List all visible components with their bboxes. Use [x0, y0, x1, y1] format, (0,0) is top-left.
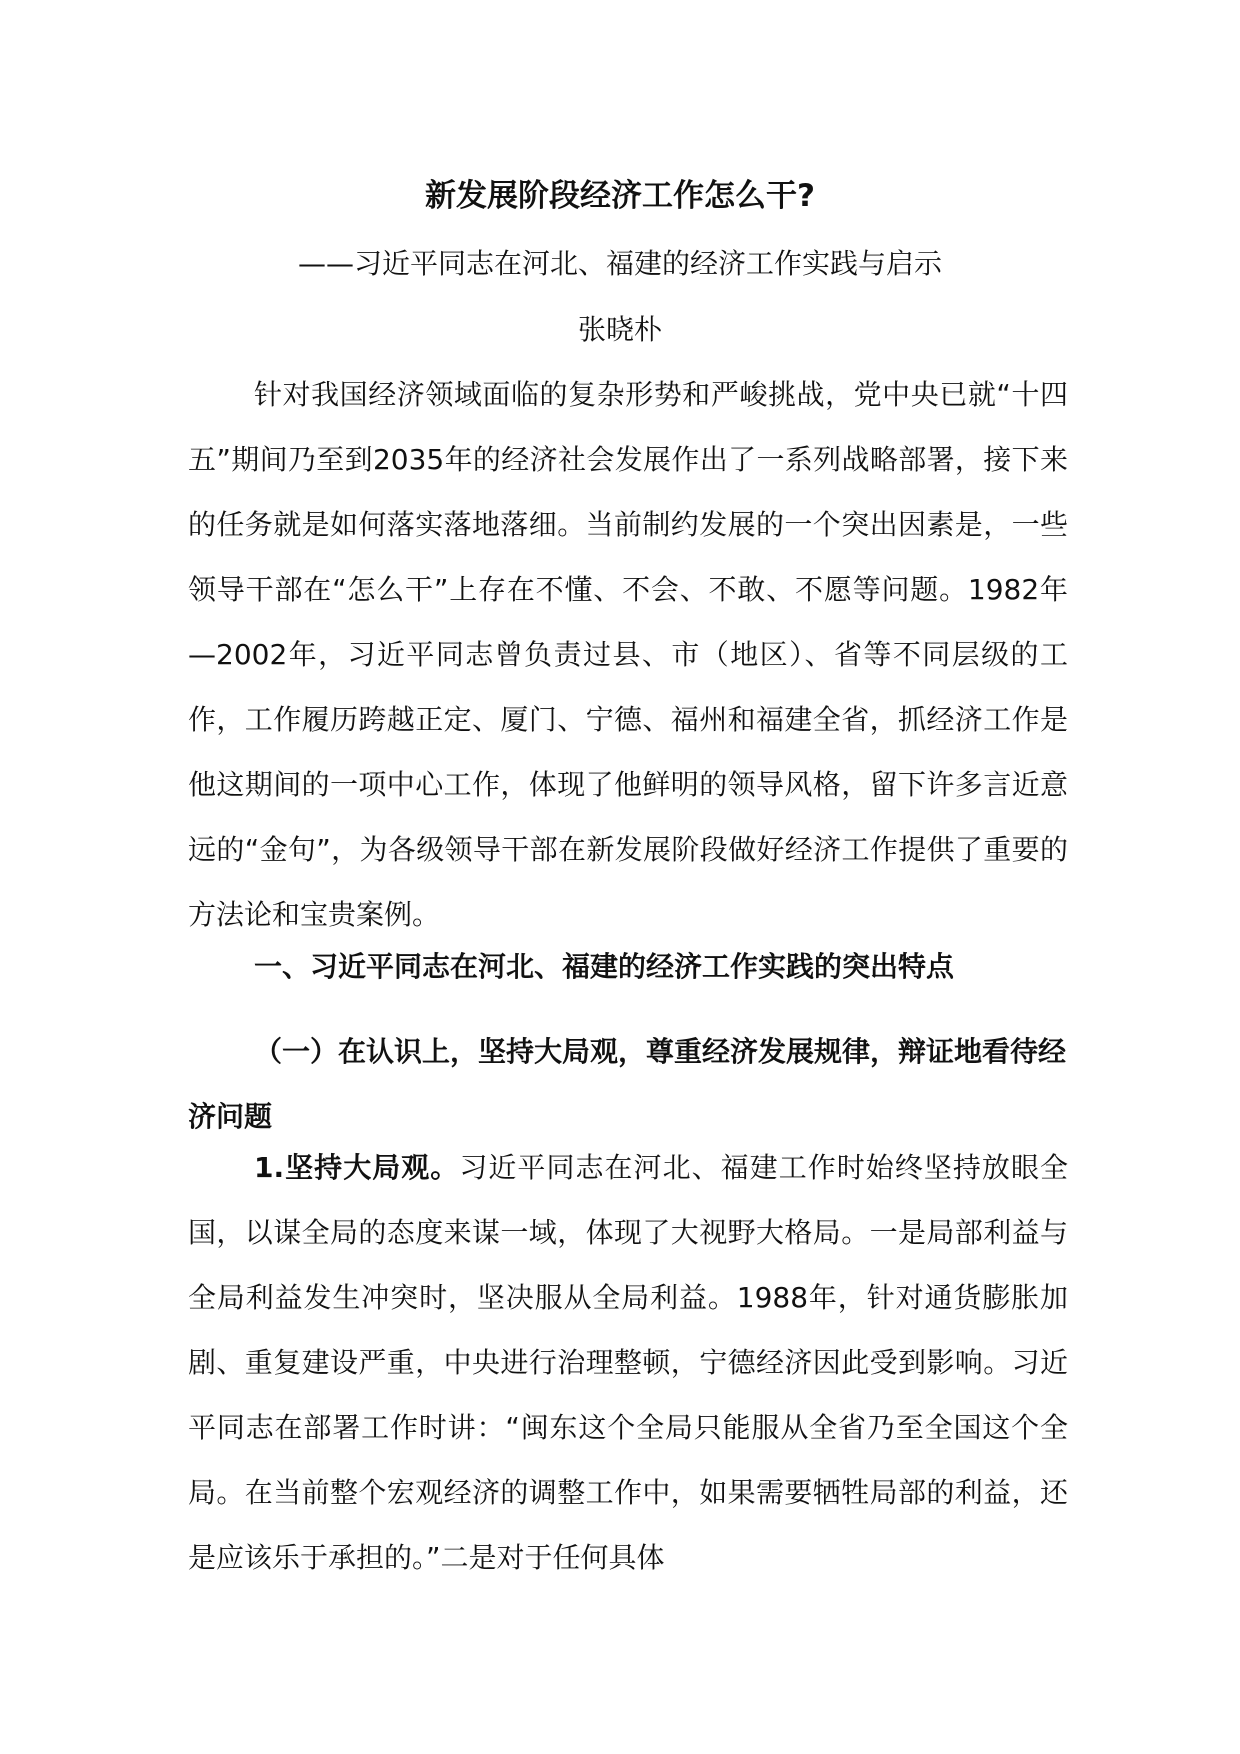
body-paragraph — [188, 1135, 1068, 1590]
intro-paragraph: 针对我国经济领域面临的复杂形势和严峻挑战，党中央已就“十四五”期间乃至到2035年的经济社会发展作出了一系列战略部署，接下来的任务就是如何落实落地落细。当前制约发展的一个突出因素是，一些领导干部在“怎么干”上存在不懂、不会、不敢、不愿等问题。1982年—2002年，习近平同志曾负责过县、市（地区）、省等不同层级的工作，工作履历跨越正定、厦门、宁德、福州和福建全省，抓经济工作是他这期间的一项中心工作，体现了他鲜明的领导风格，留下许多言近意远的“金句”，为各级领导干部在新发展阶段做好经济工作提供了重要的方法论和宝贵案例。 — [188, 378, 1068, 931]
subsection-heading: （一）在认识上，坚持大局观，尊重经济发展规律，辩证地看待经济问题 — [188, 1035, 1067, 1133]
document-title: 新发展阶段经济工作怎么干? — [425, 178, 815, 214]
paragraph-text: 习近平同志在河北、福建工作时始终坚持放眼全国，以谋全局的态度来谋一域，体现了大视野大格局。一是局部利益与全局利益发生冲突时，坚决服从全局利益。1988年，针对通货膨胀加剧、重复建设严重，中央进行治理整顿，宁德经济因此受到影响。习近平同志在部署工作时讲：“闽东这个全局只能服从全省乃至全国这个全局。在当前整个宏观经济的调整工作中，如果需要牺牲局部的利益，还是应该乐于承担的。”二是对于任何具体 — [188, 1151, 1068, 1574]
section-heading: 一、习近平同志在河北、福建的经济工作实践的突出特点 — [254, 950, 955, 983]
document-author: 张晓朴 — [577, 313, 662, 346]
paragraph-lead-heading: 1.坚持大局观。 — [254, 1151, 460, 1184]
document-subtitle: ——习近平同志在河北、福建的经济工作实践与启示 — [297, 247, 942, 280]
